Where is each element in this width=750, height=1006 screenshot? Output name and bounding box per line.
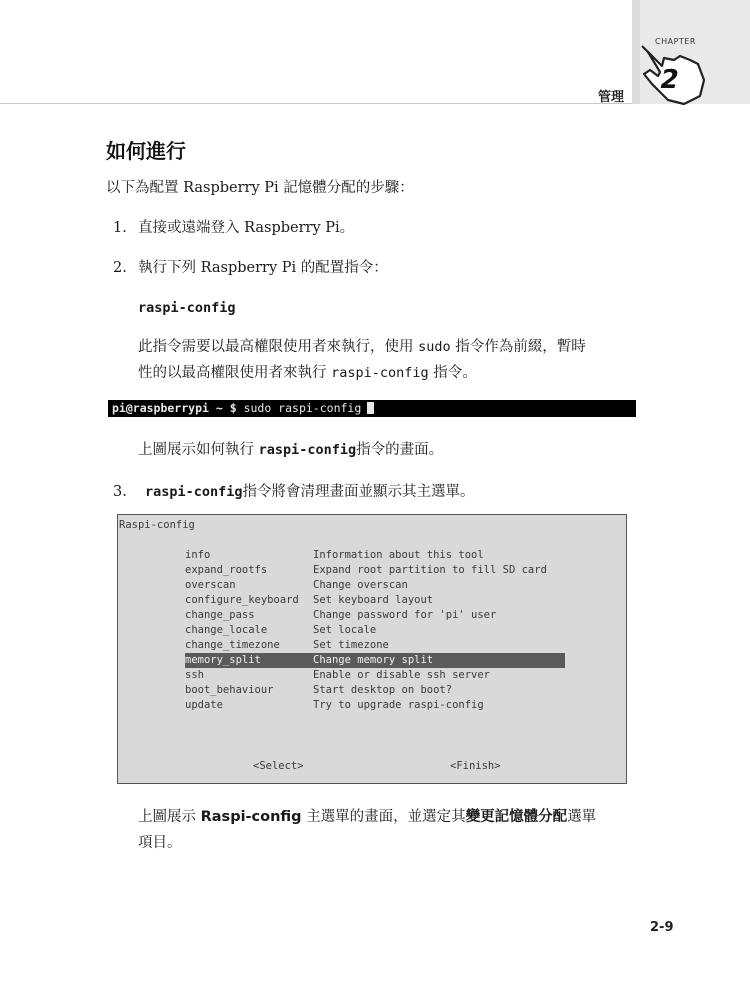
explanation-line-2 bbox=[138, 359, 477, 387]
caption-menu-line-2: 項目。 bbox=[138, 835, 182, 851]
step-3-code: raspi-config bbox=[145, 484, 243, 500]
menu-desc: Change overscan bbox=[313, 579, 408, 591]
menu-key: configure_keyboard bbox=[185, 594, 299, 606]
menu-desc: Set timezone bbox=[313, 639, 389, 651]
step-3-desc: 指令將會清理畫面並顯示其主選單。 bbox=[242, 484, 475, 500]
finish-button[interactable]: <Finish> bbox=[450, 760, 501, 772]
menu-desc: Set keyboard layout bbox=[313, 594, 434, 606]
section-label: 管理 bbox=[598, 90, 625, 105]
step-2-text: 執行下列 Raspberry Pi 的配置指令： bbox=[138, 260, 388, 276]
caption-text: 上圖展示 bbox=[138, 809, 201, 825]
menu-desc: Expand root partition to fill SD card bbox=[313, 564, 547, 576]
sudo-code: sudo bbox=[418, 339, 451, 355]
menu-item-update[interactable] bbox=[185, 698, 565, 713]
header-rule bbox=[0, 103, 636, 104]
raspi-config-code: raspi-config bbox=[331, 365, 429, 381]
chapter-word: CHAPTER bbox=[655, 37, 696, 46]
pointing-hand-icon bbox=[640, 44, 706, 106]
section-heading: 如何進行 bbox=[106, 139, 186, 163]
menu-item-ssh[interactable] bbox=[185, 668, 565, 683]
menu-desc: Change password for 'pi' user bbox=[313, 609, 497, 621]
menu-key: info bbox=[185, 549, 211, 561]
step-1-number: 1. bbox=[113, 220, 127, 236]
page-number: 2-9 bbox=[650, 920, 674, 935]
menu-desc: Enable or disable ssh server bbox=[313, 669, 491, 681]
menu-item-change-pass[interactable] bbox=[185, 608, 565, 623]
menu-key: ssh bbox=[185, 669, 204, 681]
command-code: raspi-config bbox=[138, 300, 236, 316]
terminal-line bbox=[112, 400, 374, 417]
caption-bold-raspi-config: Raspi-config bbox=[200, 809, 302, 825]
caption-text: 選單 bbox=[567, 809, 597, 825]
caption-terminal bbox=[138, 436, 443, 464]
cursor-block bbox=[367, 402, 374, 414]
menu-item-overscan[interactable] bbox=[185, 578, 565, 593]
menu-desc: Set locale bbox=[313, 624, 377, 636]
menu-item-configure-keyboard[interactable] bbox=[185, 593, 565, 608]
step-1-text: 直接或遠端登入 Raspberry Pi。 bbox=[138, 220, 355, 236]
menu-item-memory-split[interactable] bbox=[185, 653, 565, 668]
menu-item-info[interactable] bbox=[185, 548, 565, 563]
explanation-text: 指令。 bbox=[428, 365, 477, 381]
menu-key: change_timezone bbox=[185, 639, 280, 651]
explanation-text: 指令作為前綴，暫時 bbox=[450, 339, 586, 355]
chapter-number: 2 bbox=[657, 65, 682, 95]
explanation-line-1 bbox=[138, 333, 586, 361]
caption-menu-line-1 bbox=[138, 803, 596, 831]
step-2-number: 2. bbox=[113, 260, 127, 276]
menu-key: overscan bbox=[185, 579, 236, 591]
menu-key: memory_split bbox=[185, 654, 261, 666]
menu-key: boot_behaviour bbox=[185, 684, 274, 696]
menu-key: expand_rootfs bbox=[185, 564, 268, 576]
menu-item-change-locale[interactable] bbox=[185, 623, 565, 638]
menu-desc: Change memory split bbox=[313, 654, 434, 666]
menu-desc: Try to upgrade raspi-config bbox=[313, 699, 484, 711]
menu-desc: Start desktop on boot? bbox=[313, 684, 453, 696]
explanation-text: 此指令需要以最高權限使用者來執行，使用 bbox=[138, 339, 419, 355]
step-3-number: 3. bbox=[113, 484, 127, 500]
intro-paragraph: 以下為配置 Raspberry Pi 記憶體分配的步驟： bbox=[106, 180, 414, 196]
step-3-text bbox=[145, 478, 475, 506]
menu-key: change_locale bbox=[185, 624, 268, 636]
caption-text: 上圖展示如何執行 bbox=[138, 442, 259, 458]
chapter-tab-edge bbox=[632, 0, 640, 104]
explanation-text: 性的以最高權限使用者來執行 bbox=[138, 365, 332, 381]
caption-bold-memory-split: 變更記憶體分配 bbox=[465, 809, 568, 825]
caption-text: 指令的畫面。 bbox=[356, 442, 444, 458]
menu-item-expand-rootfs[interactable] bbox=[185, 563, 565, 578]
select-button[interactable]: <Select> bbox=[253, 760, 304, 772]
config-title: Raspi-config bbox=[119, 519, 195, 531]
menu-item-boot-behaviour[interactable] bbox=[185, 683, 565, 698]
menu-item-change-timezone[interactable] bbox=[185, 638, 565, 653]
caption-code: raspi-config bbox=[258, 442, 357, 458]
menu-key: update bbox=[185, 699, 223, 711]
caption-text: 主選單的畫面，並選定其 bbox=[301, 809, 466, 825]
terminal-command: sudo raspi-config bbox=[243, 401, 362, 415]
terminal-prompt: pi@raspberrypi ~ $ bbox=[112, 401, 237, 415]
menu-desc: Information about this tool bbox=[313, 549, 484, 561]
menu-key: change_pass bbox=[185, 609, 255, 621]
